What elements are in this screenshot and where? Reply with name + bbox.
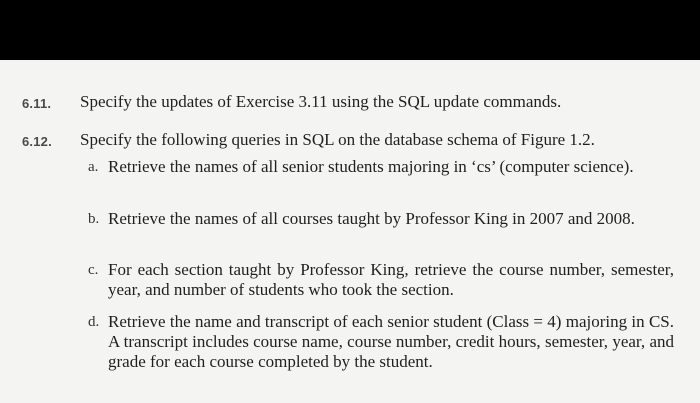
black-header-band (0, 0, 700, 60)
textbook-page (0, 60, 700, 403)
query-item-a (88, 157, 674, 177)
item-text: For each section taught by Professor King, retrieve the course number, semester, year, and number of students who took the section. (108, 260, 674, 299)
query-item-d (88, 312, 674, 372)
item-letter: b. (88, 211, 100, 227)
item-text: Retrieve the names of all senior students majoring in ‘cs’ (computer science). (108, 157, 634, 176)
item-text: Retrieve the name and transcript of each senior student (Class = 4) majoring in CS. A transcript includes course name, course number, credit hours, semester, year, and grade for each course completed by the student. (108, 312, 674, 371)
item-letter: c. (88, 262, 99, 278)
exercise-number: 6.11. (22, 96, 52, 111)
item-letter: d. (88, 314, 100, 330)
query-item-c (88, 260, 674, 300)
item-letter: a. (88, 159, 99, 175)
exercise-text: Specify the following queries in SQL on the database schema of Figure 1.2. (80, 130, 595, 149)
exercise-text: Specify the updates of Exercise 3.11 using the SQL update commands. (80, 92, 562, 111)
item-text: Retrieve the names of all courses taught by Professor King in 2007 and 2008. (108, 209, 635, 228)
exercise-number: 6.12. (22, 134, 52, 149)
query-item-b (88, 209, 674, 229)
